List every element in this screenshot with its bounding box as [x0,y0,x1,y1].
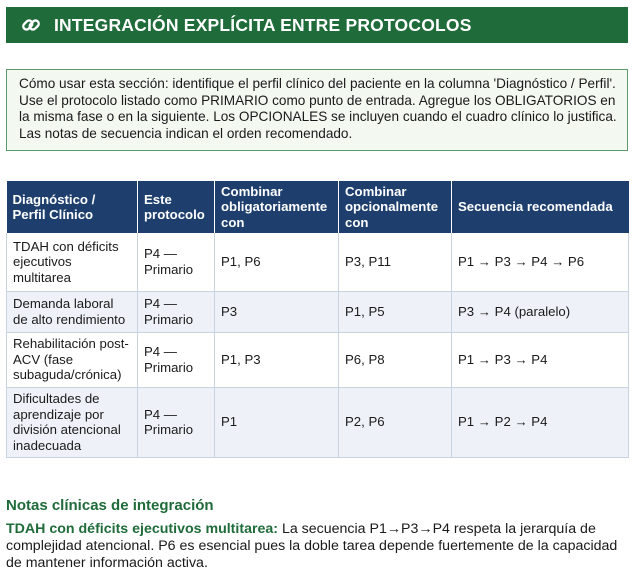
link-icon [20,14,42,36]
table-header-row [7,181,629,233]
cell-optional: P1, P5 [339,291,452,332]
cell-sequence: P1 → P3 → P4 → P6 [452,233,629,291]
cell-mandatory: P1 [215,387,339,457]
cell-diagnosis: Rehabilitación post-ACV (fase subaguda/crónica) [7,332,138,387]
notes-title: Notas clínicas de integración [6,497,214,514]
notes-paragraph [6,521,636,573]
column-header-mandatory: Combinar obligatoriamente con [215,181,339,233]
cell-optional: P2, P6 [339,387,452,457]
cell-mandatory: P1, P3 [215,332,339,387]
cell-protocol: P4 — Primario [138,291,215,332]
cell-diagnosis: TDAH con déficits ejecutivos multitarea [7,233,138,291]
column-header-diagnosis: Diagnóstico / Perfil Clínico [7,181,138,233]
cell-protocol: P4 — Primario [138,332,215,387]
cell-mandatory: P3 [215,291,339,332]
instructions-box [6,69,628,151]
table-row [7,233,629,291]
table-row [7,387,629,457]
cell-diagnosis: Dificultades de aprendizaje por división atencional inadecuada [7,387,138,457]
table-row [7,332,629,387]
notes-lead: TDAH con déficits ejecutivos multitarea: [6,521,278,537]
cell-optional: P6, P8 [339,332,452,387]
cell-optional: P3, P11 [339,233,452,291]
section-title: INTEGRACIÓN EXPLÍCITA ENTRE PROTOCOLOS [54,14,472,35]
cell-sequence: P1 → P2 → P4 [452,387,629,457]
section-header [6,7,628,43]
cell-sequence: P3 → P4 (paralelo) [452,291,629,332]
column-header-sequence: Secuencia recomendada [452,181,629,233]
column-header-protocol: Este protocolo [138,181,215,233]
cell-protocol: P4 — Primario [138,233,215,291]
column-header-optional: Combinar opcionalmente con [339,181,452,233]
cell-protocol: P4 — Primario [138,387,215,457]
table-row [7,291,629,332]
cell-mandatory: P1, P6 [215,233,339,291]
integration-table [6,181,629,458]
cell-sequence: P1 → P3 → P4 [452,332,629,387]
notes-body: La secuencia P1→P3→P4 respeta la jerarquía de complejidad atencional. P6 es esencial pues la doble tarea depende fuertemente de la capacidad de mantener información activa. [6,521,618,572]
instructions-text: Cómo usar esta sección: identifique el perfil clínico del paciente en la columna 'Diagnóstico / Perfil'. Use el protocolo listado como PRIMARIO como punto de entrada. Agregue los OBLIGATORIOS en la misma fase o en la siguiente. Los OPCIONALES se incluyen cuando el cuadro clínico lo justifica. Las notas de secuencia indican el orden recomendado. [19,76,617,141]
cell-diagnosis: Demanda laboral de alto rendimiento [7,291,138,332]
